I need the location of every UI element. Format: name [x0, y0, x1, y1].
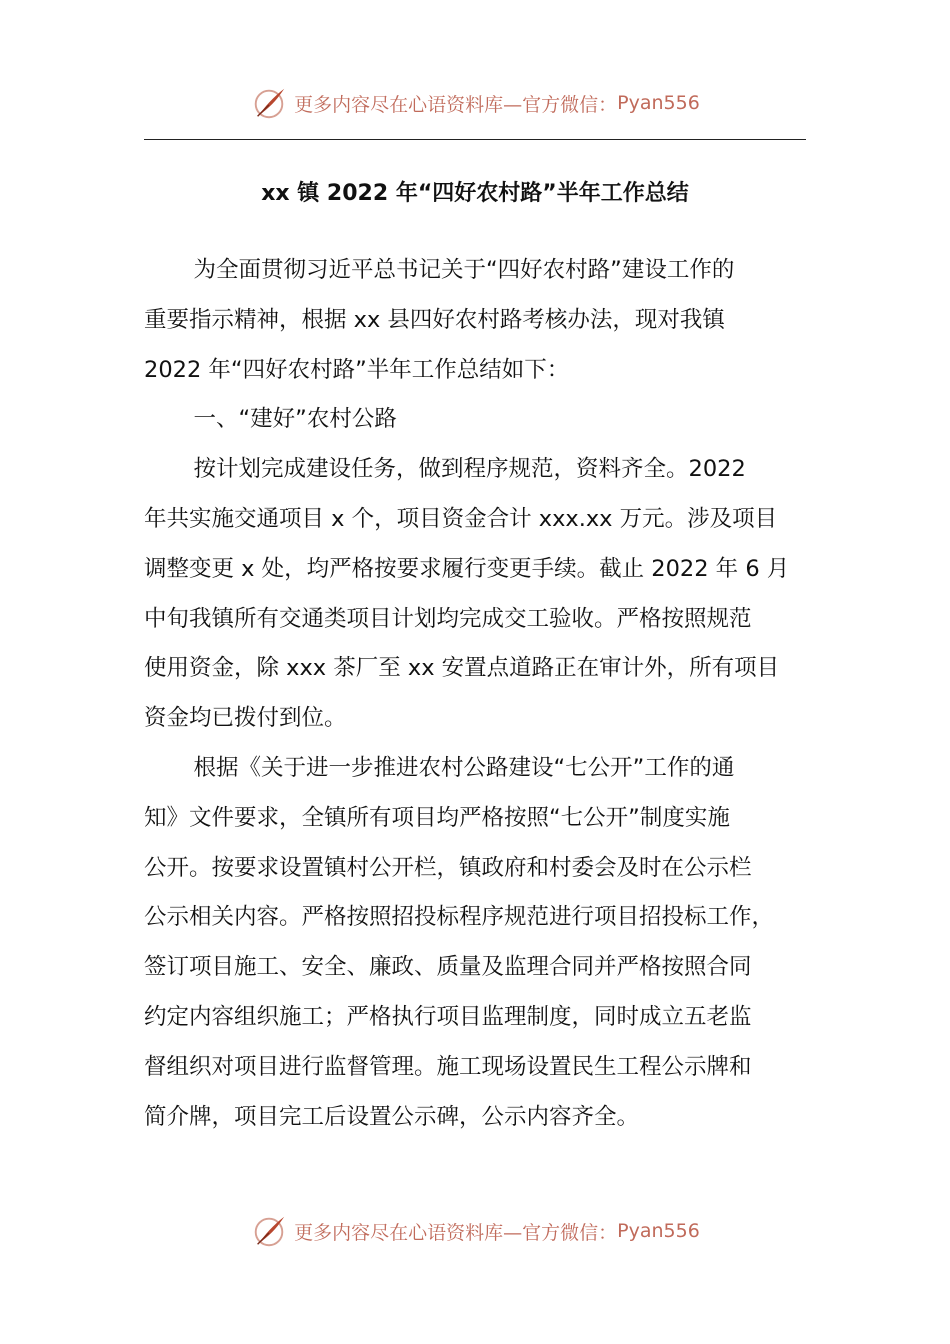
paragraph-intro [144, 246, 806, 395]
text-line: 重要指示精神，根据 xx 县四好农村路考核办法，现对我镇 [144, 306, 725, 333]
banner-text: 更多内容尽在心语资料库—官方微信： [294, 93, 618, 116]
feather-pen-logo-icon [250, 84, 288, 122]
text-line: 调整变更 x 处，均严格按要求履行变更手续。截止 2022 年 6 月 [144, 555, 790, 582]
text-line: 公开。按要求设置镇村公开栏，镇政府和村委会及时在公示栏 [144, 854, 752, 881]
document-title: xx 镇 2022 年“四好农村路”半年工作总结 [261, 181, 689, 206]
banner-wechat-id: Pyan556 [617, 1220, 700, 1242]
banner-text: 更多内容尽在心语资料库—官方微信： [294, 1221, 618, 1244]
footer-watermark-banner [0, 1208, 950, 1254]
text-line: 资金均已拨付到位。 [144, 705, 347, 732]
text-line: 签订项目施工、安全、廉政、质量及监理合同并严格按照合同 [144, 954, 752, 981]
header-divider [144, 139, 806, 140]
banner-wechat-id: Pyan556 [617, 92, 700, 114]
text-line: 约定内容组织施工；严格执行项目监理制度，同时成立五老监 [144, 1003, 752, 1030]
paragraph-construction [144, 445, 806, 744]
text-line: 中旬我镇所有交通类项目计划均完成交工验收。严格按照规范 [144, 605, 752, 632]
text-line: 一、“建好”农村公路 [193, 406, 397, 433]
section-heading [144, 395, 806, 445]
text-line: 2022 年“四好农村路”半年工作总结如下： [144, 356, 570, 383]
text-line: 督组织对项目进行监督管理。施工现场设置民生工程公示牌和 [144, 1053, 752, 1080]
text-line: 按计划完成建设任务，做到程序规范，资料齐全。2022 [193, 456, 746, 483]
paragraph-disclosure [144, 744, 806, 1142]
document-body [144, 246, 806, 1142]
text-line: 使用资金，除 xxx 茶厂至 xx 安置点道路正在审计外，所有项目 [144, 655, 780, 682]
text-line: 简介牌，项目完工后设置公示碑，公示内容齐全。 [144, 1103, 640, 1130]
text-line: 知》文件要求，全镇所有项目均严格按照“七公开”制度实施 [144, 804, 730, 831]
text-line: 为全面贯彻习近平总书记关于“四好农村路”建设工作的 [193, 257, 735, 283]
text-line: 年共实施交通项目 x 个，项目资金合计 xxx.xx 万元。涉及项目 [144, 505, 778, 532]
header-watermark-banner [0, 80, 950, 126]
text-line: 根据《关于进一步推进农村公路建设“七公开”工作的通 [193, 754, 735, 781]
text-line: 公示相关内容。严格按照招投标程序规范进行项目招投标工作， [144, 904, 775, 931]
feather-pen-logo-icon [250, 1212, 288, 1250]
